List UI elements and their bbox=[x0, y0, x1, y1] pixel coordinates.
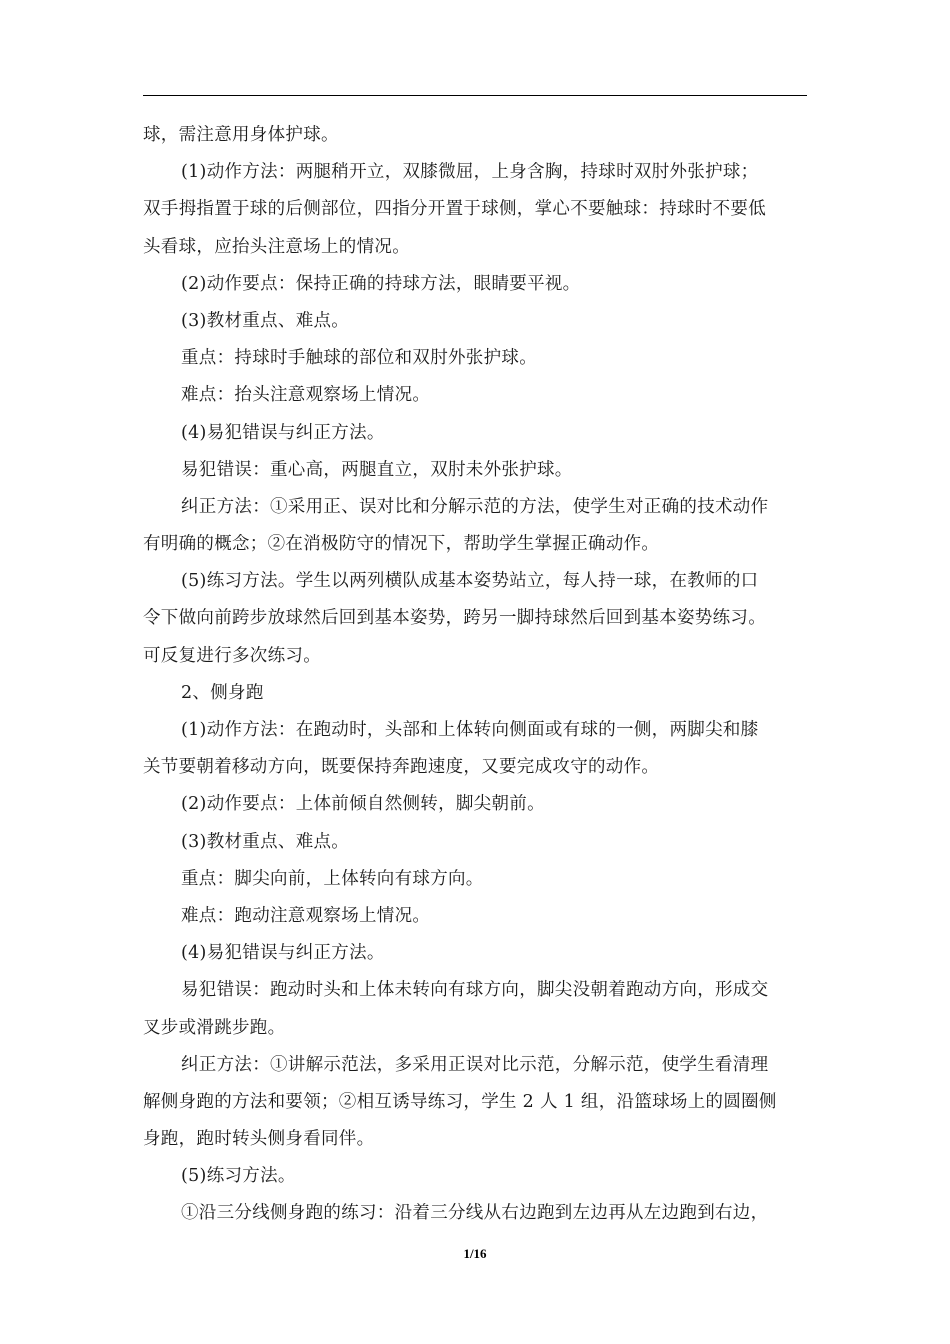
text-line: (4)易犯错误与纠正方法。 bbox=[181, 943, 385, 964]
text-line: 可反复进行多次练习。 bbox=[143, 645, 321, 666]
text-line: 难点：抬头注意观察场上情况。 bbox=[181, 385, 431, 406]
text-line: 重点：脚尖向前，上体转向有球方向。 bbox=[181, 868, 484, 889]
text-line: 易犯错误：跑动时头和上体未转向有球方向，脚尖没朝着跑动方向，形成交 bbox=[181, 980, 769, 1001]
text-line: (3)教材重点、难点。 bbox=[181, 831, 350, 852]
text-line: 有明确的概念；②在消极防守的情况下，帮助学生掌握正确动作。 bbox=[143, 534, 660, 555]
text-line: 双手拇指置于球的后侧部位，四指分开置于球侧，掌心不要触球：持球时不要低 bbox=[143, 199, 766, 220]
text-line: 难点：跑动注意观察场上情况。 bbox=[181, 905, 431, 926]
text-line: (5)练习方法。学生以两列横队成基本姿势站立，每人持一球，在教师的口 bbox=[181, 571, 759, 592]
text-line: 头看球，应抬头注意场上的情况。 bbox=[143, 236, 410, 257]
text-line: (2)动作要点：上体前倾自然侧转，脚尖朝前。 bbox=[181, 794, 545, 815]
text-line: 纠正方法：①采用正、误对比和分解示范的方法，使学生对正确的技术动作 bbox=[181, 496, 769, 517]
text-line: (5)练习方法。 bbox=[181, 1166, 296, 1187]
text-line: 令下做向前跨步放球然后回到基本姿势，跨另一脚持球然后回到基本姿势练习。 bbox=[143, 608, 766, 629]
text-line: (4)易犯错误与纠正方法。 bbox=[181, 422, 385, 443]
text-line: 身跑，跑时转头侧身看同伴。 bbox=[143, 1129, 375, 1150]
text-line: (1)动作方法：在跑动时，头部和上体转向侧面或有球的一侧，两脚尖和膝 bbox=[181, 720, 759, 740]
text-line: 关节要朝着移动方向，既要保持奔跑速度，又要完成攻守的动作。 bbox=[143, 757, 660, 778]
text-line: (1)动作方法：两腿稍开立，双膝微屈，上身含胸，持球时双肘外张护球； bbox=[181, 162, 759, 183]
text-line: (3)教材重点、难点。 bbox=[181, 310, 350, 331]
body-text bbox=[143, 117, 807, 1233]
header-rule bbox=[143, 95, 807, 96]
text-line: 易犯错误：重心高，两腿直立，双肘未外张护球。 bbox=[181, 459, 573, 480]
page-number: 1/16 bbox=[463, 1246, 487, 1261]
text-line: 2、侧身跑 bbox=[181, 682, 264, 703]
text-line: (2)动作要点：保持正确的持球方法，眼睛要平视。 bbox=[181, 273, 581, 294]
text-line: 纠正方法：①讲解示范法，多采用正误对比示范，分解示范，使学生看清理 bbox=[181, 1054, 769, 1075]
text-line: 重点：持球时手触球的部位和双肘外张护球。 bbox=[181, 348, 537, 369]
text-line: 解侧身跑的方法和要领；②相互诱导练习，学生 2 人 1 组，沿篮球场上的圆圈侧 bbox=[143, 1091, 777, 1112]
text-line: 叉步或滑跳步跑。 bbox=[143, 1017, 286, 1038]
text-line: 球，需注意用身体护球。 bbox=[143, 125, 339, 145]
text-line: ①沿三分线侧身跑的练习：沿着三分线从右边跑到左边再从左边跑到右边， bbox=[181, 1203, 769, 1224]
